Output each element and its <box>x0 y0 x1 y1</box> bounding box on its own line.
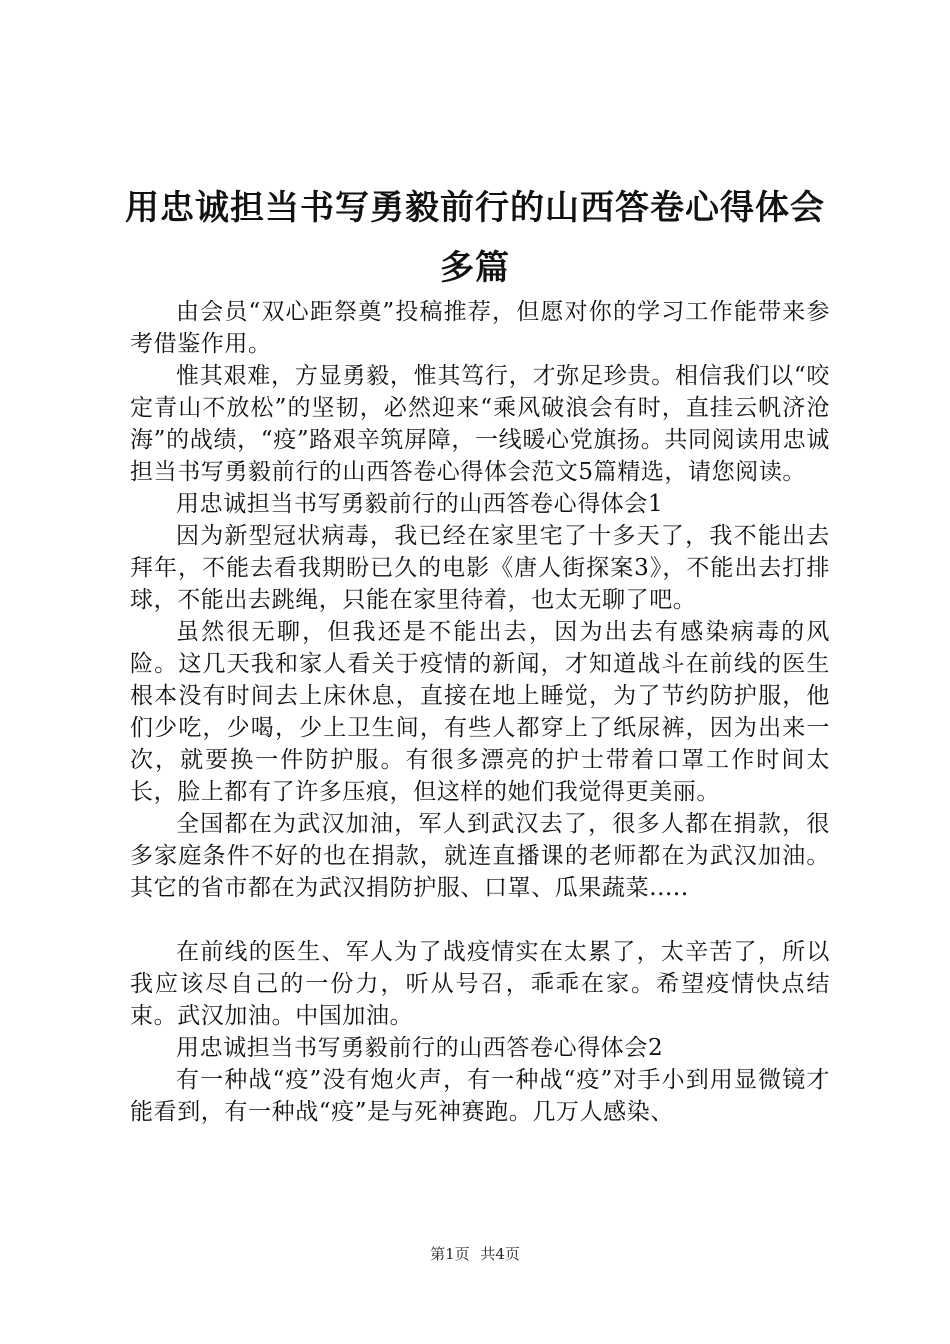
document-title <box>100 178 850 298</box>
page-number: 第1页 <box>430 1245 470 1263</box>
paragraph-intro: 由会员“双心距祭奠”投稿推荐，但愿对你的学习工作能带来参考借鉴作用。 <box>130 299 830 357</box>
paragraph: 在前线的医生、军人为了战疫情实在太累了，太辛苦了，所以我应该尽自己的一份力，听从号召，乖乖在家。希望疫情快点结束。武汉加油。中国加油。 <box>130 939 830 1029</box>
title-line-2: 多篇 <box>440 248 510 288</box>
paragraph: 虽然很无聊，但我还是不能出去，因为出去有感染病毒的风险。这几天我和家人看关于疫情的新闻，才知道战斗在前线的医生根本没有时间去上床休息，直接在地上睡觉，为了节约防护服，他们少吃，少喝，少上卫生间，有些人都穿上了纸尿裤，因为出来一次，就要换一件防护服。有很多漂亮的护士带着口罩工作时间太长，脸上都有了许多压痕，但这样的她们我觉得更美丽。 <box>130 619 830 805</box>
page-total: 共4页 <box>480 1245 520 1263</box>
title-line-1: 用忠诚担当书写勇毅前行的山西答卷心得体会 <box>125 188 825 228</box>
paragraph: 因为新型冠状病毒，我已经在家里宅了十多天了，我不能出去拜年，不能去看我期盼已久的电影《唐人街探案3》，不能出去打排球，不能出去跳绳，只能在家里待着，也太无聊了吧。 <box>130 523 830 613</box>
document-body <box>130 296 830 1128</box>
paragraph-summary: 惟其艰难，方显勇毅，惟其笃行，才弥足珍贵。相信我们以“咬定青山不放松”的坚韧，必然迎来“乘风破浪会有时，直挂云帆济沧海”的战绩，“疫”路艰辛筑屏障，一线暖心党旗扬。共同阅读用忠诚担当书写勇毅前行的山西答卷心得体会范文5篇精选，请您阅读。 <box>130 363 830 485</box>
paragraph: 全国都在为武汉加油，军人到武汉去了，很多人都在捐款，很多家庭条件不好的也在捐款，就连直播课的老师都在为武汉加油。其它的省市都在为武汉捐防护服、口罩、瓜果蔬菜..... <box>130 811 830 901</box>
paragraph: 有一种战“疫”没有炮火声，有一种战“疫”对手小到用显微镜才能看到，有一种战“疫”是与死神赛跑。几万人感染、 <box>130 1067 830 1125</box>
section-heading-1: 用忠诚担当书写勇毅前行的山西答卷心得体会1 <box>176 491 664 517</box>
page-footer <box>0 1244 950 1264</box>
section-heading-2: 用忠诚担当书写勇毅前行的山西答卷心得体会2 <box>176 1035 664 1061</box>
